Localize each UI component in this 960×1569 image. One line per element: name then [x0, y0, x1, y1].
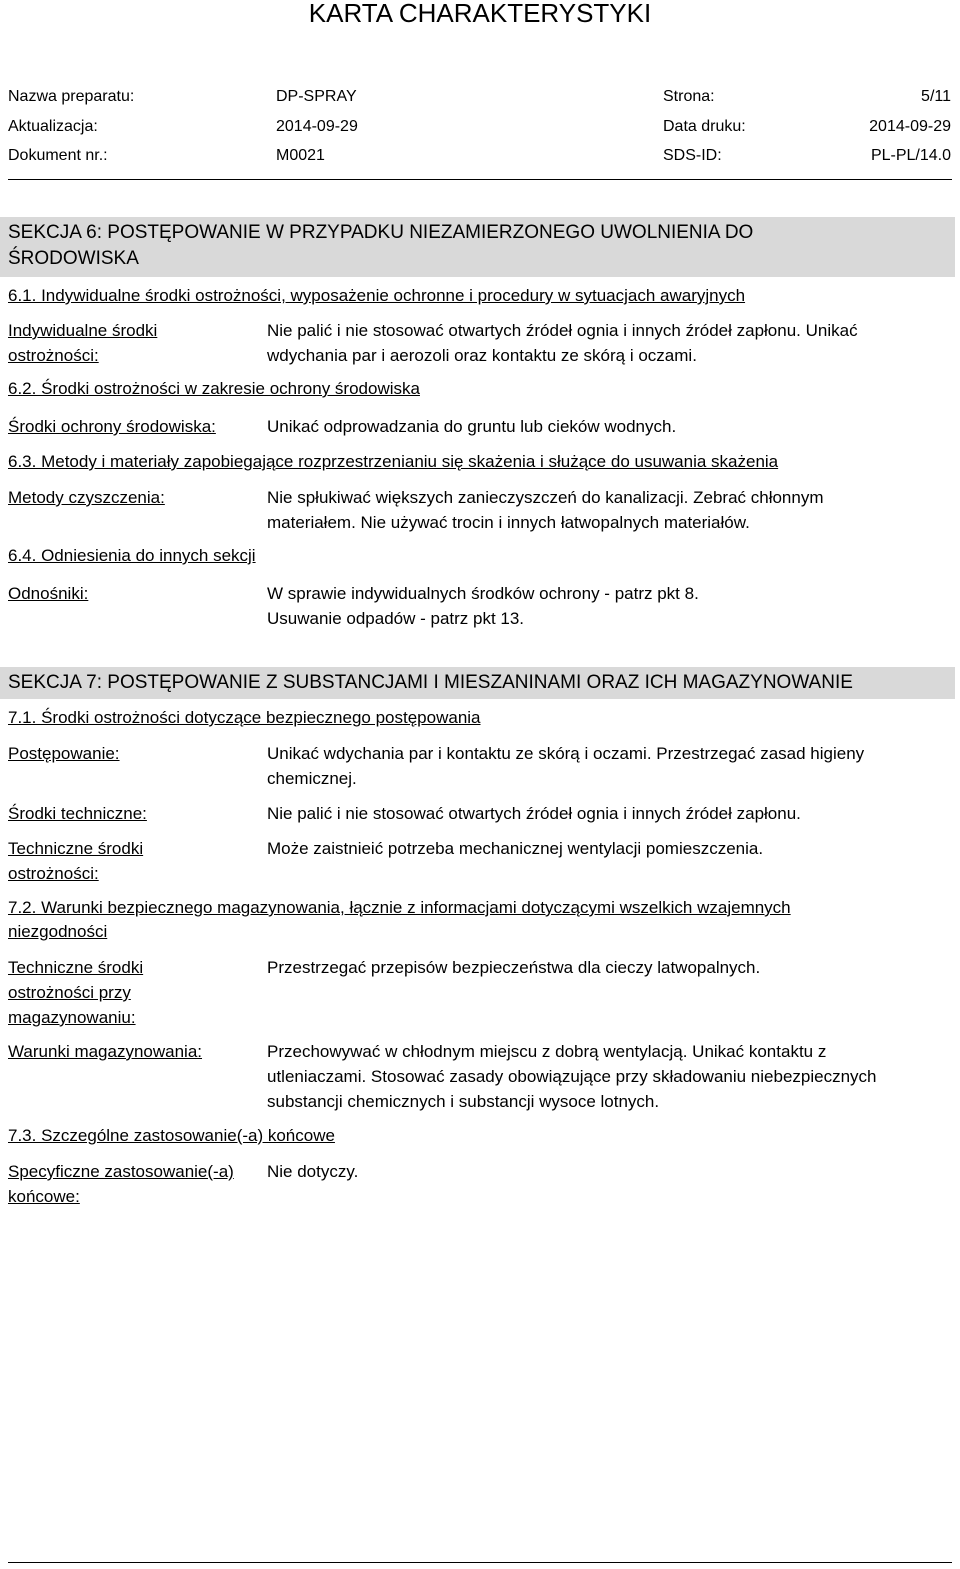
subsection-6-2-title: 6.2. Środki ostrożności w zakresie ochrony środowiska [8, 379, 420, 398]
storage-conditions-label: Warunki magazynowania: [8, 1042, 203, 1061]
storage-conditions-value-1: Przechowywać w chłodnym miejscu z dobrą wentylacją. Unikać kontaktu z [267, 1042, 827, 1061]
storage-precautions-label-1: Techniczne środki [8, 958, 144, 977]
update-value: 2014-09-29 [276, 118, 358, 135]
subsection-7-3-title: 7.3. Szczególne zastosowanie(-a) końcowe [8, 1126, 335, 1145]
environmental-precautions-value: Unikać odprowadzania do gruntu lub cieków wodnych. [267, 417, 677, 436]
personal-precautions-label-1: Indywidualne środki [8, 321, 158, 340]
technical-precautions-label-1: Techniczne środki [8, 839, 144, 858]
handling-value-2: chemicznej. [267, 769, 357, 788]
document-number-value: M0021 [276, 147, 325, 164]
section-6-heading-line-1: SEKCJA 6: POSTĘPOWANIE W PRZYPADKU NIEZAMIERZONEGO UWOLNIENIA DO [8, 222, 754, 243]
technical-measures-label: Środki techniczne: [8, 804, 147, 823]
personal-precautions-label-2: ostrożności: [8, 346, 99, 365]
technical-precautions-label-2: ostrożności: [8, 864, 99, 883]
storage-precautions-label-2: ostrożności przy [8, 983, 131, 1002]
handling-label: Postępowanie: [8, 744, 120, 763]
print-date-value: 2014-09-29 [869, 118, 951, 135]
sds-id-label: SDS-ID: [663, 147, 722, 164]
subsection-7-1-title: 7.1. Środki ostrożności dotyczące bezpiecznego postępowania [8, 708, 481, 727]
cleaning-methods-label: Metody czyszczenia: [8, 488, 165, 507]
personal-precautions-value-1: Nie palić i nie stosować otwartych źródeł ognia i innych źródeł zapłonu. Unikać [267, 321, 858, 340]
sds-id-value: PL-PL/14.0 [870, 147, 951, 164]
footer-divider [8, 1562, 952, 1563]
environmental-precautions-label: Środki ochrony środowiska: [8, 417, 216, 436]
product-name-value: DP-SPRAY [276, 88, 357, 105]
header-divider [8, 179, 952, 180]
section-6-heading [0, 217, 955, 277]
end-use-label-2: końcowe: [8, 1187, 80, 1206]
print-date-label: Data druku: [663, 118, 746, 135]
subsection-7-2-title-1: 7.2. Warunki bezpiecznego magazynowania, łącznie z informacjami dotyczącymi wszelkich wzajemnych [8, 898, 791, 917]
storage-precautions-label-3: magazynowaniu: [8, 1008, 136, 1027]
page-value: 5/11 [921, 88, 951, 105]
references-value-1: W sprawie indywidualnych środków ochrony - patrz pkt 8. [267, 584, 699, 603]
storage-conditions-value-3: substancji chemicznych i substancji wysoce lotnych. [267, 1092, 660, 1111]
storage-conditions-value-2: utleniaczami. Stosować zasady obowiązujące przy składowaniu niebezpiecznych [267, 1067, 877, 1086]
document-number-label: Dokument nr.: [8, 147, 108, 164]
section-7-heading [0, 667, 955, 699]
update-label: Aktualizacja: [8, 118, 98, 135]
subsection-6-1-title: 6.1. Indywidualne środki ostrożności, wyposażenie ochronne i procedury w sytuacjach awaryjnych [8, 286, 746, 305]
technical-precautions-value: Może zaistnieić potrzeba mechanicznej wentylacji pomieszczenia. [267, 839, 764, 858]
personal-precautions-value-2: wdychania par i aerozoli oraz kontaktu ze skórą i oczami. [267, 346, 697, 365]
references-value-2: Usuwanie odpadów - patrz pkt 13. [267, 609, 525, 628]
end-use-label-1: Specyficzne zastosowanie(-a) [8, 1162, 234, 1181]
subsection-6-3-title: 6.3. Metody i materiały zapobiegające rozprzestrzenianiu się skażenia i służące do usuwania skażenia [8, 452, 779, 471]
end-use-value: Nie dotyczy. [267, 1162, 359, 1181]
handling-value-1: Unikać wdychania par i kontaktu ze skórą i oczami. Przestrzegać zasad higieny [267, 744, 865, 763]
document-title: KARTA CHARAKTERYSTYKI [308, 0, 652, 28]
references-label: Odnośniki: [8, 584, 89, 603]
technical-measures-value: Nie palić i nie stosować otwartych źródeł ognia i innych źródeł zapłonu. [267, 804, 801, 823]
cleaning-methods-value-1: Nie spłukiwać większych zanieczyszczeń do kanalizacji. Zebrać chłonnym [267, 488, 824, 507]
cleaning-methods-value-2: materiałem. Nie używać trocin i innych łatwopalnych materiałów. [267, 513, 750, 532]
section-6-heading-line-2: ŚRODOWISKA [8, 248, 139, 269]
product-name-label: Nazwa preparatu: [8, 88, 135, 105]
subsection-6-4-title: 6.4. Odniesienia do innych sekcji [8, 546, 256, 565]
storage-precautions-value: Przestrzegać przepisów bezpieczeństwa dla cieczy latwopalnych. [267, 958, 761, 977]
section-7-heading-text: SEKCJA 7: POSTĘPOWANIE Z SUBSTANCJAMI I MIESZANINAMI ORAZ ICH MAGAZYNOWANIE [8, 672, 853, 693]
subsection-7-2-title-2: niezgodności [8, 922, 108, 941]
page-label: Strona: [663, 88, 715, 105]
